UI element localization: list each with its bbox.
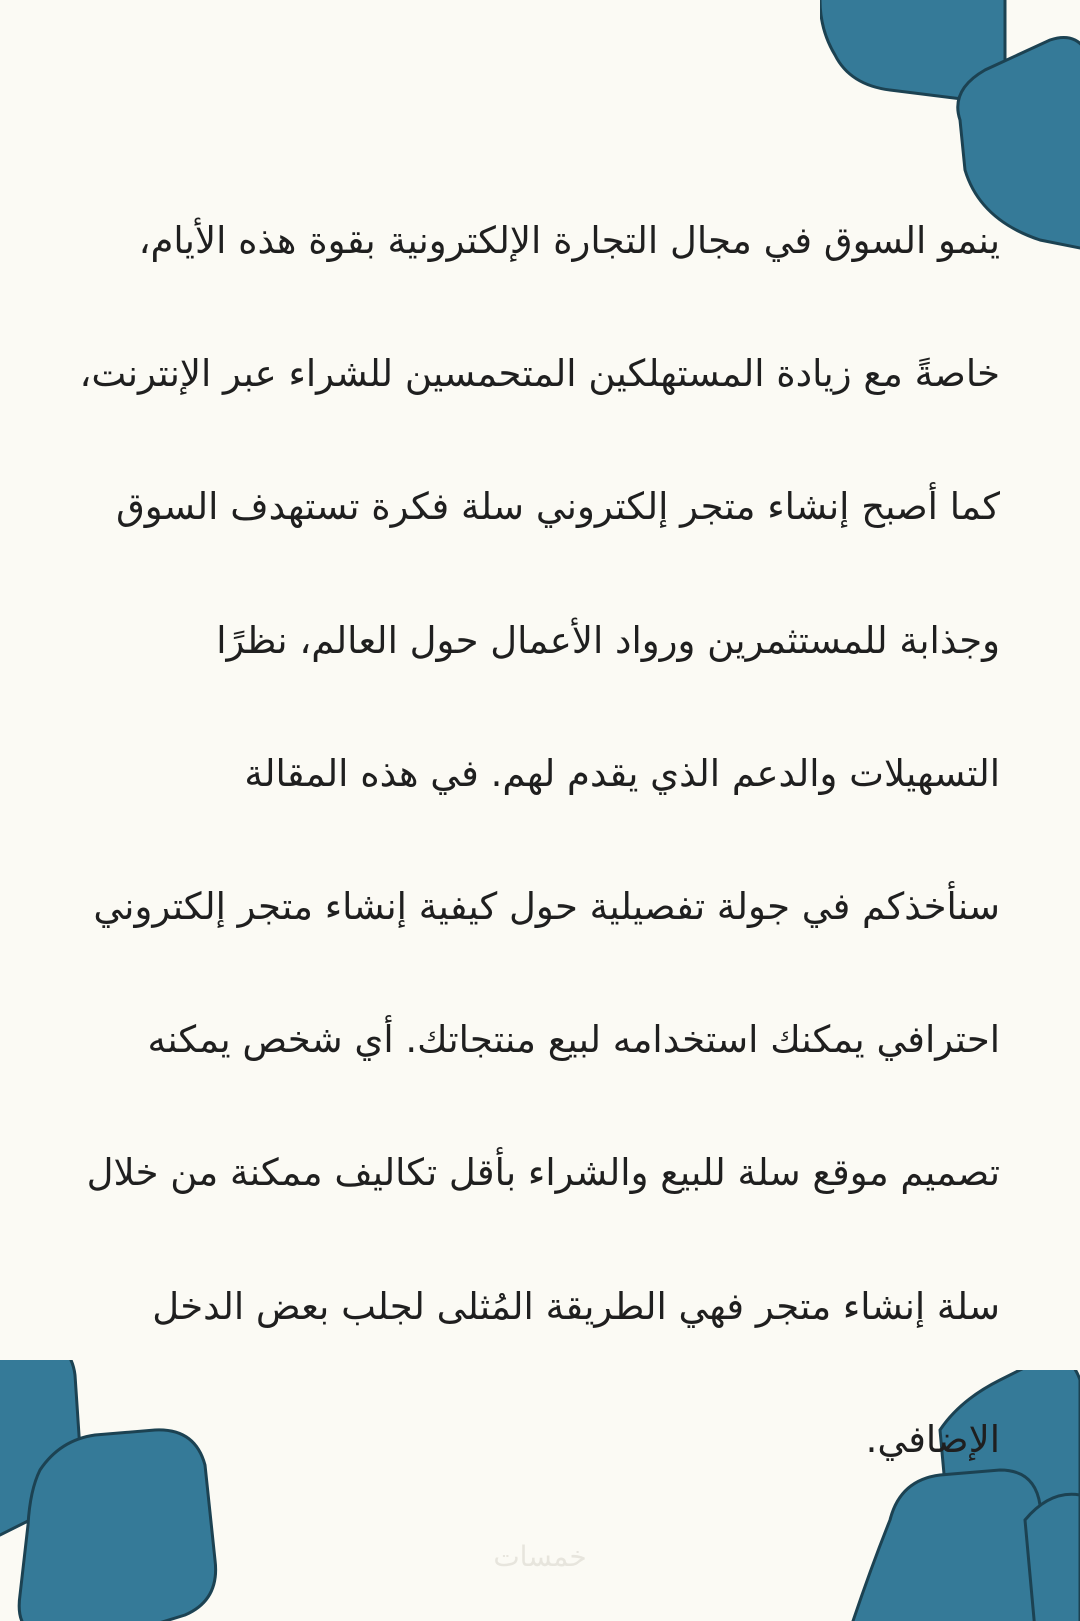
article-line: سنأخذكم في جولة تفصيلية حول كيفية إنشاء متجر إلكتروني (93, 884, 1000, 928)
article-line: سلة إنشاء متجر فهي الطريقة المُثلى لجلب بعض الدخل (152, 1284, 1000, 1328)
article-line: وجذابة للمستثمرين ورواد الأعمال حول العالم، نظرًا (216, 618, 1000, 662)
article-line: احترافي يمكنك استخدامه لبيع منتجاتك. أي شخص يمكنه (147, 1018, 1000, 1062)
article-line: ينمو السوق في مجال التجارة الإلكترونية بقوة هذه الأيام، (138, 219, 1000, 262)
article-line: التسهيلات والدعم الذي يقدم لهم. في هذه المقالة (244, 751, 1000, 795)
watermark-logo: خمسات (493, 1540, 587, 1573)
article-body (50, 196, 1000, 1528)
article-line: كما أصبح إنشاء متجر إلكتروني سلة فكرة تستهدف السوق (116, 485, 1000, 529)
article-line: الإضافي. (865, 1417, 1000, 1461)
article-line: خاصةً مع زيادة المستهلكين المتحمسين للشراء عبر الإنترنت، (79, 352, 1000, 396)
article-line: تصميم موقع سلة للبيع والشراء بأقل تكاليف ممكنة من خلال (86, 1151, 1000, 1195)
